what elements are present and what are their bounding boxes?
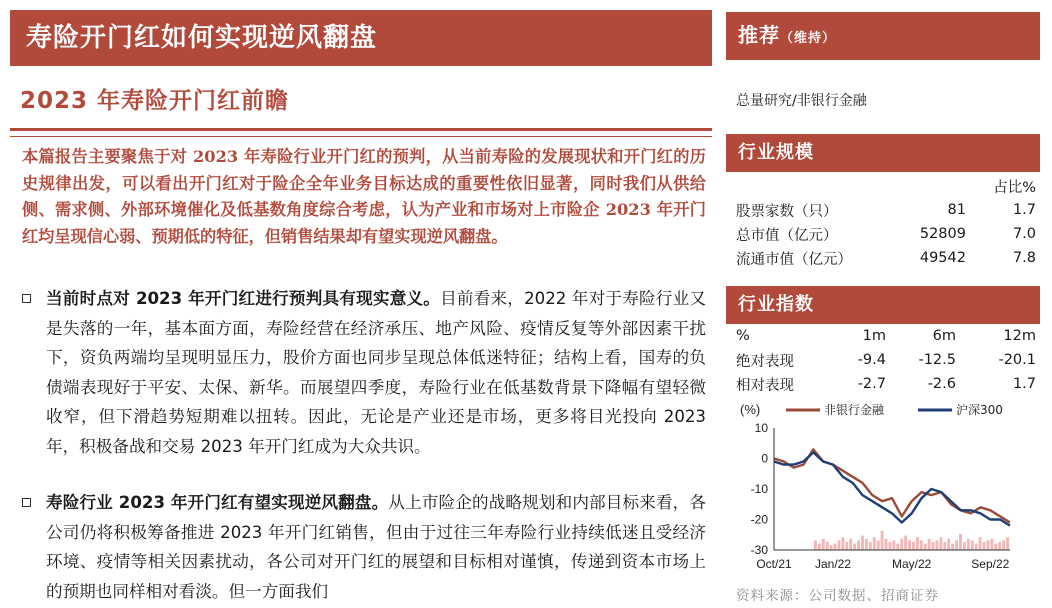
x-tick-label: Sep/22 [971,557,1010,571]
table-header-row: % 1m 6m 12m [736,328,1036,344]
volume-bar [873,537,876,550]
volume-bar [834,544,837,550]
y-tick-label: -20 [750,512,768,527]
volume-bar [971,540,974,550]
table-row: 总市值（亿元） 52809 7.0 [736,226,1036,244]
volume-bar [990,539,993,550]
volume-bar [908,540,911,550]
rating-note: （维持） [780,31,837,46]
bullet-lead: 当前时点对 2023 年开门红进行预判具有现实意义。 [46,289,441,308]
volume-bar [947,539,950,550]
table-row: 相对表现 -2.7 -2.6 1.7 [736,376,1036,394]
bullet-body: 从上市险企的战略规划和内部目标来看，各公司仍将积极筹备推进 2023 年开门红销售，但由于过往三年寿险行业持续低迷且受经济环境、疫情等相关因素扰动，各公司对开门红的展望和目标相对谨慎，传递到资本市场上的预期也同样相对看淡。但一方面我们 [46,493,706,601]
checkbox-bullet-icon [22,498,31,507]
volume-bar [881,531,884,550]
x-tick-label: Jan/22 [814,557,852,571]
bullet-lead: 寿险行业 2023 年开门红有望实现逆风翻盘。 [46,493,389,512]
bullet-body: 目前看来，2022 年对于寿险行业又是失落的一年，基本面方面，寿险经营在经济承压、地产风险、疫情反复等外部因素干扰下，资负两端均呈现明显压力，股价方面也同步呈现总体低迷特征；结构上看，国寿的负债端表现好于平安、太保、新华。而展望四季度，寿险行业在低基数背景下降幅有望轻微收窄，但下滑趋势短期难以扭转。因此，无论是产业还是市场，更多将目光投向 2023 年，积极备战和交易 2023 年开门红成为大众共识。 [46,289,706,456]
volume-bar [1002,540,1005,550]
report-title-banner: 寿险开门红如何实现逆风翻盘 [10,10,712,66]
rating-header [726,12,1040,60]
volume-bar [892,540,895,550]
volume-bar [955,540,958,550]
volume-bar [838,540,841,550]
x-tick-label: May/22 [891,557,932,571]
volume-bar [900,539,903,550]
index-table [736,324,1036,396]
divider [10,136,712,137]
volume-bar [928,539,931,550]
volume-bar [932,542,935,550]
divider [10,128,712,131]
category-label: 总量研究/非银行金融 [736,93,867,109]
volume-bar [861,536,864,550]
scale-col-header: 占比% [993,179,1036,196]
volume-bar [920,540,923,550]
rating-label: 推荐 [738,23,780,47]
report-subtitle: 2023 年寿险开门红前瞻 [20,88,290,114]
table-row: 股票家数（只） 81 1.7 [736,202,1036,220]
y-axis-label: (%) [740,402,761,417]
volume-bar [822,539,825,550]
volume-bar [865,539,868,550]
volume-bar [951,544,954,550]
volume-bar [967,539,970,550]
volume-bar [888,542,891,550]
abstract-paragraph: 本篇报告主要聚焦于对 2023 年寿险行业开门红的预判，从当前寿险的发展现状和开门红的历史规律出发，可以看出开门红对于险企全年业务目标达成的重要性依旧显著，同时我们从供给侧、需求侧、外部环境催化及低基数角度综合考虑，认为产业和市场对上市险企 2023 年开门红均呈现信心弱、预期低的特征，但销售结果却有望实现逆风翻盘。 [22,147,706,246]
volume-bar [814,540,817,550]
y-tick-label: -30 [750,543,768,557]
index-performance-chart [728,398,1038,578]
volume-bar [1006,537,1009,550]
volume-bar [904,536,907,550]
bullet-item [22,284,706,461]
legend-label-hs300: 沪深300 [956,403,1003,417]
volume-bar [936,540,939,550]
chart-legend [786,402,1003,417]
scale-table [736,174,1036,270]
table-row: 绝对表现 -9.4 -12.5 -20.1 [736,352,1036,370]
volume-bar [853,544,856,550]
volume-bar [975,544,978,550]
y-tick-label: -10 [750,482,768,496]
volume-bar [826,542,829,550]
volume-bar [979,537,982,550]
volume-bar [818,544,821,550]
volume-bar [983,542,986,550]
volume-bar [994,544,997,550]
section-header-index: 行业指数 [726,286,1040,324]
table-row: 流通市值（亿元） 49542 7.8 [736,250,1036,268]
volume-bar [841,537,844,550]
volume-bar [912,542,915,550]
volume-bar [959,534,962,550]
volume-bar [916,537,919,550]
checkbox-bullet-icon [22,294,31,303]
legend-label-finance: 非银行金融 [824,403,885,417]
volume-bar [986,540,989,550]
x-tick-label: Oct/21 [756,557,792,571]
volume-bar [857,540,860,550]
section-header-scale: 行业规模 [726,134,1040,172]
y-tick-label: 10 [754,421,768,435]
volume-bar [885,539,888,550]
volume-bar [924,544,927,550]
volume-bar [877,540,880,550]
series-line-hs300 [774,452,1010,525]
volume-bar [943,542,946,550]
y-tick-label: 0 [761,451,768,466]
volume-bar [849,539,852,550]
volume-bar [845,542,848,550]
volume-bar [939,537,942,550]
bullet-item [22,488,706,606]
volume-bar [998,542,1001,550]
volume-bar [869,542,872,550]
volume-bar [896,544,899,550]
data-source-note: 资料来源：公司数据、招商证券 [736,588,939,604]
volume-bar [963,542,966,550]
volume-bar [830,545,833,550]
